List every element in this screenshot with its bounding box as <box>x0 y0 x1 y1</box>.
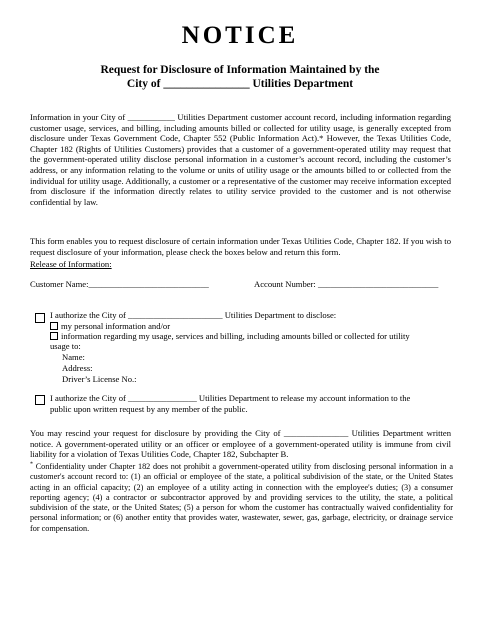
customer-name-field[interactable]: Customer Name:____________________________ <box>30 279 209 289</box>
address-field[interactable]: Address: <box>62 363 93 373</box>
usage-info-option[interactable] <box>50 331 410 342</box>
confidentiality-footnote <box>30 462 453 534</box>
usage-info-checkbox[interactable] <box>50 332 58 340</box>
personal-info-checkbox[interactable] <box>50 322 58 330</box>
authorize-disclosure-text: I authorize the City of ______________________ Utilities Department to disclose: <box>50 310 337 320</box>
footnote-mark: * <box>30 461 33 468</box>
personal-info-option[interactable] <box>50 321 170 332</box>
release-heading: Release of Information: <box>30 259 112 269</box>
authorize-public-release-checkbox[interactable] <box>35 395 45 405</box>
footnote-text: Confidentiality under Chapter 182 does not prohibit a government-operated utility from disclosing personal information in a customer's account record to: (1) an official or employee of the state, a political subdivision of the state, or the United States acting in an official capacity; (2) an employee of a utility acting in connection with the employee's duties; (3) a consumer reporting agency; (4) a contractor or subcontractor approved by and providing services to the utility, the state, a political subdivision of the state, or the United States; (5) a person for whom the customer has contractually waived confidentiality for personal information; or (6) another entity that provides water, wastewater, sewer, gas, garbage, electricity, or drainage service for compensation. <box>30 462 453 533</box>
name-field[interactable]: Name: <box>62 352 85 362</box>
drivers-license-field[interactable]: Driver’s License No.: <box>62 374 137 384</box>
usage-info-label-cont: usage to: <box>50 341 81 351</box>
personal-info-label: my personal information and/or <box>61 321 171 331</box>
authorize-public-release-text: I authorize the City of ________________ Utilities Department to release my account information to the <box>50 393 411 403</box>
usage-info-label: information regarding my usage, services and billing, including amounts billed or collected for utility <box>61 331 410 341</box>
rescind-paragraph: You may rescind your request for disclosure by providing the City of _______________ Utilities Department written notice. A government-operated utility or an officer or employee of a government-operated utility is immune from civil liability for a violation of Texas Utilities Code, Chapter 182, Subchapter B. <box>30 428 451 460</box>
subtitle-line-1: Request for Disclosure of Information Maintained by the <box>100 64 380 76</box>
form-paragraph: This form enables you to request disclosure of certain information under Texas Utilities Code, Chapter 182. If you wish to request disclosure of your information, please check the boxes below and return this form. <box>30 236 451 257</box>
page-title: NOTICE <box>181 22 299 49</box>
subtitle-line-2: City of _______________ Utilities Department <box>126 78 354 90</box>
account-number-field[interactable]: Account Number: ____________________________ <box>254 279 439 289</box>
authorize-public-release-text-cont: public upon written request by any member of the public. <box>50 404 248 414</box>
authorize-disclosure-checkbox[interactable] <box>35 313 45 323</box>
intro-paragraph: Information in your City of ___________ Utilities Department customer account record, including information regarding customer usage, services, and billing, including amounts billed or collected for utility usage, is generally excepted from disclosure under Texas Government Code, Chapter 552 (Public Information Act).* However, the Texas Utilities Code, Chapter 182 (Rights of Utilities Customers) provides that a customer of a government-operated utility may request that the government-operated utility disclose personal information in a customer’s account record, including the customer’s address, or any information relating to the volume or units of utility usage or the amounts billed to or collected from the individual for utility usage. Additionally, a customer or a representative of the customer may receive information excepted from disclosure if the information directly relates to utility service provided to the customer and is not otherwise confidential by law. <box>30 112 451 207</box>
